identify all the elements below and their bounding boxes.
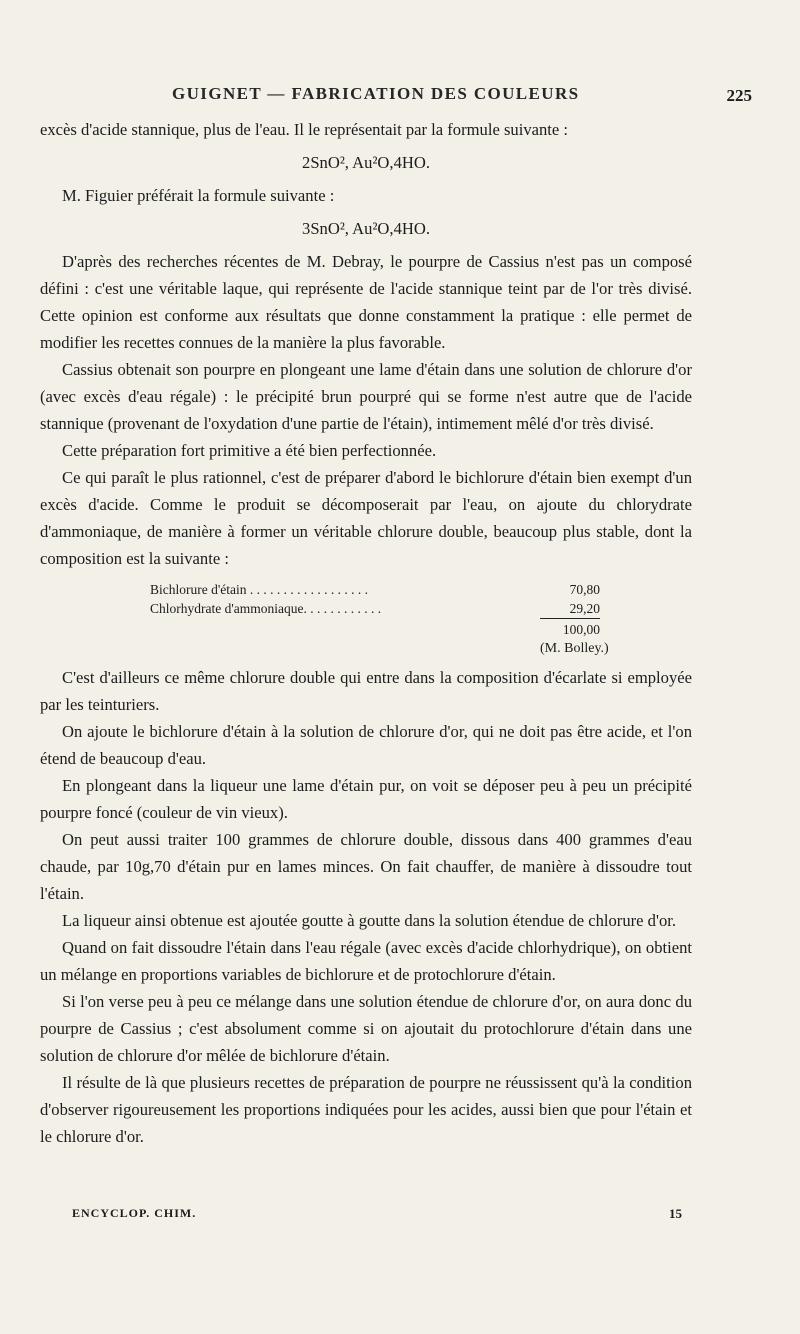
running-title: GUIGNET — FABRICATION DES COULEURS (172, 84, 580, 103)
paragraph: D'après des recherches récentes de M. Debray, le pourpre de Cassius n'est pas un composé défini : c'est une véritable laque, qui représente de l'acide stannique teint par de l'or très divisé. Cette opinion est conforme aux résultats que donne constamment la pratique : elle permet de modifier les recettes connues de la manière la plus favorable. (40, 252, 692, 352)
table-row-value: 70,80 (569, 582, 600, 597)
table-row (40, 580, 692, 599)
table-row-label: Chlorhydrate d'ammoniaque. . . . . . . . . . . . (150, 601, 382, 616)
paragraph: Ce qui paraît le plus rationnel, c'est de préparer d'abord le bichlorure d'étain bien exempt d'un excès d'acide. Comme le produit se décomposerait par l'eau, on ajoute du chlorydrate d'ammoniaque, de manière à former un véritable chlorure double, beaucoup plus stable, dont la composition est la suivante : (40, 468, 692, 568)
table-row-value: 29,20 (569, 601, 600, 616)
paragraph: On peut aussi traiter 100 grammes de chlorure double, dissous dans 400 grammes d'eau chaude, par 10g,70 d'étain pur en lames minces. On fait chauffer, de manière à dissoudre tout l'étain. (40, 830, 692, 903)
paragraph: Si l'on verse peu à peu ce mélange dans une solution étendue de chlorure d'or, on aura donc du pourpre de Cassius ; c'est absolument comme si on ajoutait du protochlorure d'étain dans une solution de chlorure d'or mêlée de bichlorure d'étain. (40, 992, 692, 1065)
page-number: 225 (726, 86, 752, 105)
formula: 2SnO², Au²O,4HO. (302, 153, 430, 172)
paragraph: Il résulte de là que plusieurs recettes de préparation de pourpre ne réussissent qu'à la condition d'observer rigoureusement les proportions indiquées pour les acides, aussi bien que pour l'étain et le chlorure d'or. (40, 1073, 692, 1146)
formula: 3SnO², Au²O,4HO. (302, 219, 430, 238)
page-footer (72, 1206, 682, 1228)
paragraph: On ajoute le bichlorure d'étain à la solution de chlorure d'or, qui ne doit pas être acide, et l'on étend de beaucoup d'eau. (40, 722, 692, 768)
paragraph: M. Figuier préférait la formule suivante : (62, 186, 335, 205)
paragraph: Cassius obtenait son pourpre en plongeant une lame d'étain dans une solution de chlorure d'or (avec excès d'eau régale) : le précipité brun pourpré qui se forme n'est autre que de l'acide stannique (provenant de l'oxydation d'une partie de l'étain), intimement mêlé d'or très divisé. (40, 360, 692, 433)
body-text (40, 116, 692, 1150)
paragraph: Quand on fait dissoudre l'étain dans l'eau régale (avec excès d'acide chlorhydrique), on obtient un mélange en proportions variables de bichlorure et de protochlorure d'étain. (40, 938, 692, 984)
paragraph: La liqueur ainsi obtenue est ajoutée goutte à goutte dans la solution étendue de chlorure d'or. (62, 911, 677, 930)
composition-table (40, 580, 692, 658)
footer-signature: ENCYCLOP. CHIM. (72, 1206, 197, 1220)
table-total-row (40, 618, 692, 639)
paragraph: excès d'acide stannique, plus de l'eau. Il le représentait par la formule suivante : (40, 120, 569, 139)
table-row (40, 599, 692, 618)
page-header (52, 84, 760, 110)
paragraph: Cette préparation fort primitive a été bien perfectionnée. (62, 441, 437, 460)
table-total-value: 100,00 (540, 618, 600, 639)
footer-sheet-number: 15 (669, 1206, 682, 1221)
paragraph: En plongeant dans la liqueur une lame d'étain pur, on voit se déposer peu à peu un précipité pourpre foncé (couleur de vin vieux). (40, 776, 692, 822)
table-row-label: Bichlorure d'étain . . . . . . . . . . . . . . . . . . (150, 582, 369, 597)
paragraph: C'est d'ailleurs ce même chlorure double qui entre dans la composition d'écarlate si employée par les teinturiers. (40, 668, 692, 714)
table-source: (M. Bolley.) (540, 641, 609, 656)
